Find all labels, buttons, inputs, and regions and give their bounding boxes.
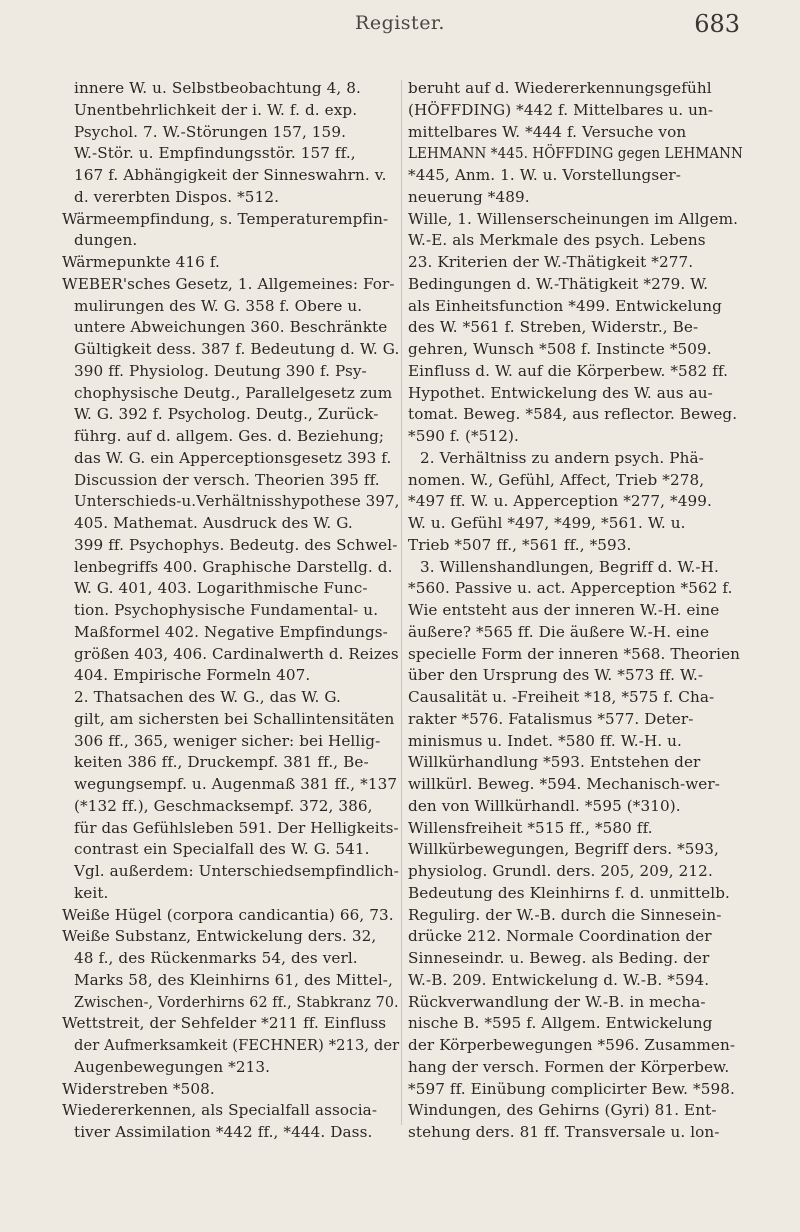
index-line: tiver Assimilation *442 ff., *444. Dass. xyxy=(74,1123,373,1141)
index-line: für das Gefühlsleben 591. Der Helligkeits- xyxy=(74,818,399,837)
index-column-right xyxy=(408,78,743,1144)
index-line: W. u. Gefühl *497, *499, *561. W. u. xyxy=(408,514,686,532)
index-line: Wie entsteht aus der inneren W.-H. eine xyxy=(408,601,720,619)
index-line: Vgl. außerdem: Unterschiedsempfindlich- xyxy=(74,862,399,880)
index-line: contrast ein Specialfall des W. G. 541. xyxy=(74,840,370,859)
index-line: keit. xyxy=(74,883,109,902)
index-line: W.-Stör. u. Empfindungsstör. 157 ff., xyxy=(74,144,356,163)
index-line: hang der versch. Formen der Körperbew. xyxy=(408,1057,730,1076)
index-line: 48 f., des Rückenmarks 54, des verl. xyxy=(74,949,358,967)
index-line: Weiße Hügel (corpora candicantia) 66, 73. xyxy=(62,905,394,924)
index-line: Willensfreiheit *515 ff., *580 ff. xyxy=(408,818,653,837)
index-line: beruht auf d. Wiedererkennungsgefühl xyxy=(408,79,712,97)
index-line: 2. Verhältniss zu andern psych. Phä- xyxy=(420,448,704,467)
index-line: 405. Mathemat. Ausdruck des W. G. xyxy=(74,514,353,532)
index-line: Gültigkeit dess. 387 f. Bedeutung d. W. G. xyxy=(74,340,400,358)
index-line: LEHMANN *445. HÖFFDING gegen LEHMANN xyxy=(408,144,743,163)
index-line: tion. Psychophysische Fundamental- u. xyxy=(74,601,379,619)
index-line: als Einheitsfunction *499. Entwickelung xyxy=(408,296,722,315)
index-line: Einfluss d. W. auf die Körperbew. *582 ff. xyxy=(408,361,729,380)
index-line: 167 f. Abhängigkeit der Sinneswahrn. v. xyxy=(74,166,387,184)
index-line: gehren, Wunsch *508 f. Instincte *509. xyxy=(408,340,712,358)
column-divider xyxy=(401,80,402,1125)
index-line: 23. Kriterien der W.-Thätigkeit *277. xyxy=(408,253,694,271)
index-line: den von Willkürhandl. *595 (*310). xyxy=(408,796,681,815)
index-line: Wiedererkennen, als Specialfall associa- xyxy=(62,1101,378,1120)
index-line: 2. Thatsachen des W. G., das W. G. xyxy=(74,688,341,706)
index-line: Marks 58, des Kleinhirns 61, des Mittel-, xyxy=(74,970,393,989)
index-line: W. G. 401, 403. Logarithmische Func- xyxy=(74,579,368,598)
index-line: 3. Willenshandlungen, Begriff d. W.-H. xyxy=(420,557,719,576)
index-line: W. G. 392 f. Psycholog. Deutg., Zurück- xyxy=(74,405,379,424)
index-line: (*132 ff.), Geschmacksempf. 372, 386, xyxy=(74,796,373,815)
index-line: Unentbehrlichkeit der i. W. f. d. exp. xyxy=(74,100,358,119)
index-column-left xyxy=(62,78,399,1144)
index-line: (HÖFFDING) *442 f. Mittelbares u. un- xyxy=(408,100,714,119)
index-line: Wärmeempfindung, s. Temperaturempfin- xyxy=(62,209,389,228)
index-line: der Aufmerksamkeit (FECHNER) *213, der xyxy=(74,1036,400,1054)
index-line: Widerstreben *508. xyxy=(62,1079,215,1098)
index-line: 390 ff. Physiolog. Deutung 390 f. Psy- xyxy=(74,361,367,380)
index-line: führg. auf d. allgem. Ges. d. Beziehung; xyxy=(74,427,385,445)
index-line: Hypothet. Entwickelung des W. aus au- xyxy=(408,383,713,402)
index-line: Willkürhandlung *593. Entstehen der xyxy=(408,753,701,772)
index-line: 399 ff. Psychophys. Bedeutg. des Schwel- xyxy=(74,535,398,554)
index-line: tomat. Beweg. *584, aus reflector. Beweg. xyxy=(408,405,738,424)
index-line: 306 ff., 365, weniger sicher: bei Hellig- xyxy=(74,731,381,750)
index-line: *590 f. (*512). xyxy=(408,427,519,445)
index-line: keiten 386 ff., Druckempf. 381 ff., Be- xyxy=(74,753,369,772)
index-line: lenbegriffs 400. Graphische Darstellg. d. xyxy=(74,557,393,576)
index-line: willkürl. Beweg. *594. Mechanisch-wer- xyxy=(408,775,720,793)
index-line: stehung ders. 81 ff. Transversale u. lon- xyxy=(408,1123,720,1141)
index-line: Wettstreit, der Sehfelder *211 ff. Einfluss xyxy=(62,1014,387,1033)
index-line: Windungen, des Gehirns (Gyri) 81. Ent- xyxy=(408,1101,717,1120)
index-line: größen 403, 406. Cardinalwerth d. Reizes xyxy=(74,644,399,663)
index-line: über den Ursprung des W. *573 ff. W.- xyxy=(408,666,704,685)
index-line: dungen. xyxy=(74,231,138,250)
index-line: Sinneseindr. u. Beweg. als Beding. der xyxy=(408,949,710,967)
index-line: *560. Passive u. act. Apperception *562 f. xyxy=(408,579,733,598)
index-line: Causalität u. -Freiheit *18, *575 f. Cha- xyxy=(408,688,715,706)
index-line: specielle Form der inneren *568. Theorien xyxy=(408,644,741,663)
running-header: Register. xyxy=(355,12,445,34)
index-line: Discussion der versch. Theorien 395 ff. xyxy=(74,470,380,489)
index-line: W.-E. als Merkmale des psych. Lebens xyxy=(408,231,706,250)
index-line: nomen. W., Gefühl, Affect, Trieb *278, xyxy=(408,470,705,489)
index-line: Rückverwandlung der W.-B. in mecha- xyxy=(408,992,706,1011)
index-line: untere Abweichungen 360. Beschränkte xyxy=(74,318,388,337)
index-line: Augenbewegungen *213. xyxy=(74,1057,271,1076)
index-line: physiolog. Grundl. ders. 205, 209, 212. xyxy=(408,862,713,880)
index-line: W.-B. 209. Entwickelung d. W.-B. *594. xyxy=(408,970,710,989)
index-line: chophysische Deutg., Parallelgesetz zum xyxy=(74,383,393,402)
index-line: Zwischen-, Vorderhirns 62 ff., Stabkranz 70. xyxy=(74,992,399,1011)
index-line: Unterschieds-u.Verhältnisshypothese 397, xyxy=(74,492,400,511)
index-line: mulirungen des W. G. 358 f. Obere u. xyxy=(74,296,363,315)
index-line: innere W. u. Selbstbeobachtung 4, 8. xyxy=(74,79,361,97)
index-line: äußere? *565 ff. Die äußere W.-H. eine xyxy=(408,622,710,641)
index-line: Trieb *507 ff., *561 ff., *593. xyxy=(408,535,632,554)
index-line: Maßformel 402. Negative Empfindungs- xyxy=(74,622,388,641)
index-line: wegungsempf. u. Augenmaß 381 ff., *137 xyxy=(74,775,398,793)
page-number: 683 xyxy=(694,10,740,38)
index-line: *445, Anm. 1. W. u. Vorstellungser- xyxy=(408,166,681,184)
index-line: drücke 212. Normale Coordination der xyxy=(408,927,712,946)
index-line: WEBER'sches Gesetz, 1. Allgemeines: For- xyxy=(62,274,395,293)
index-line: d. vererbten Dispos. *512. xyxy=(74,187,280,206)
index-line: Psychol. 7. W.-Störungen 157, 159. xyxy=(74,122,347,141)
index-line: Willkürbewegungen, Begriff ders. *593, xyxy=(408,840,719,859)
index-line: minismus u. Indet. *580 ff. W.-H. u. xyxy=(408,731,682,750)
index-line: mittelbares W. *444 f. Versuche von xyxy=(408,122,687,141)
index-line: neuerung *489. xyxy=(408,187,530,206)
index-line: rakter *576. Fatalismus *577. Deter- xyxy=(408,709,694,728)
index-line: *497 ff. W. u. Apperception *277, *499. xyxy=(408,492,712,511)
index-line: Wärmepunkte 416 f. xyxy=(62,253,220,271)
index-line: der Körperbewegungen *596. Zusammen- xyxy=(408,1036,736,1054)
index-line: Bedingungen d. W.-Thätigkeit *279. W. xyxy=(408,274,709,293)
index-line: Weiße Substanz, Entwickelung ders. 32, xyxy=(62,927,377,946)
index-line: Wille, 1. Willenserscheinungen im Allgem. xyxy=(408,209,739,228)
index-line: Bedeutung des Kleinhirns f. d. unmittelb. xyxy=(408,883,730,902)
index-line: gilt, am sichersten bei Schallintensitäten xyxy=(74,709,395,728)
index-line: nische B. *595 f. Allgem. Entwickelung xyxy=(408,1014,713,1033)
index-line: *597 ff. Einübung complicirter Bew. *598. xyxy=(408,1079,735,1098)
index-line: 404. Empirische Formeln 407. xyxy=(74,666,311,685)
index-line: des W. *561 f. Streben, Widerstr., Be- xyxy=(408,318,699,337)
index-line: Regulirg. der W.-B. durch die Sinnesein- xyxy=(408,905,722,924)
index-line: das W. G. ein Apperceptionsgesetz 393 f. xyxy=(74,448,392,467)
